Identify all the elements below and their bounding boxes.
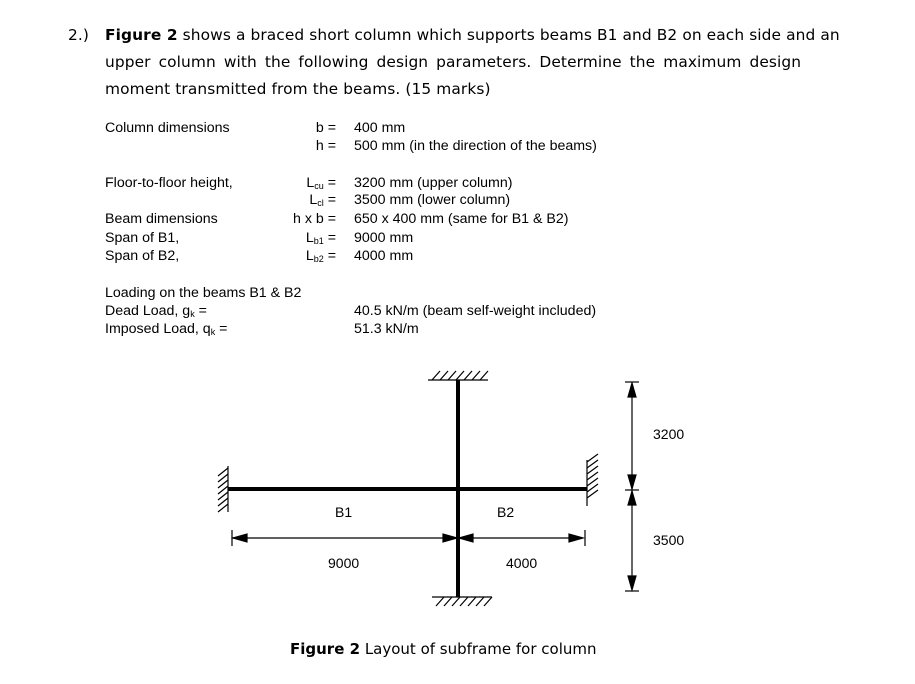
bottom-fixed-support bbox=[432, 597, 492, 606]
lb1-symbol: $L_{b1}$ = bbox=[305, 230, 336, 246]
lb2-symbol: $L_{b2}$ = bbox=[305, 248, 336, 264]
b-value: 400 mm bbox=[354, 120, 406, 136]
horizontal-dimension bbox=[232, 530, 585, 546]
right-fixed-support bbox=[587, 454, 598, 506]
dead-load-value: 40.5 kN/m (beam self-weight included) bbox=[354, 303, 597, 319]
lcu-value: 3200 mm (upper column) bbox=[354, 175, 513, 191]
upper-height-dimension: 3200 bbox=[653, 426, 685, 442]
figure-caption bbox=[290, 640, 597, 658]
lcl-value: 3500 mm (lower column) bbox=[354, 192, 511, 208]
b-symbol: b = bbox=[315, 120, 336, 136]
imposed-load-label: Imposed Load, $q_k$ = bbox=[105, 321, 228, 337]
floor-height-label: Floor-to-floor height, bbox=[105, 175, 233, 191]
left-fixed-support bbox=[218, 466, 228, 512]
question-line-1-text: shows a braced short column which supports beams B1 and B2 on each side and an bbox=[177, 26, 840, 44]
h-symbol: h = bbox=[315, 138, 336, 154]
imposed-load-value: 51.3 kN/m bbox=[354, 321, 419, 337]
loading-heading: Loading on the beams B1 & B2 bbox=[105, 285, 302, 301]
dead-load-label: Dead Load, $g_k$ = bbox=[105, 303, 207, 319]
figure-caption-text: Layout of subframe for column bbox=[360, 640, 597, 658]
figure-caption-label: Figure 2 bbox=[290, 640, 361, 658]
question-line-2: upper column with the following design parameters. Determine the maximum design bbox=[105, 53, 802, 71]
span-b2-label: Span of B2, bbox=[105, 248, 180, 264]
span-b1-label: Span of B1, bbox=[105, 230, 180, 246]
span-b2-value: 4000 mm bbox=[354, 248, 414, 264]
vertical-dimension bbox=[625, 382, 639, 591]
question-line-3: moment transmitted from the beams. (15 marks) bbox=[105, 80, 491, 98]
lower-height-dimension: 3500 bbox=[653, 532, 685, 548]
beam-dimensions-value: 650 x 400 mm (same for B1 & B2) bbox=[354, 211, 569, 227]
span-b1-dimension: 9000 bbox=[328, 555, 360, 571]
beam-b1-label: B1 bbox=[335, 504, 353, 520]
h-value: 500 mm (in the direction of the beams) bbox=[354, 138, 597, 154]
column-dimensions-label: Column dimensions bbox=[105, 120, 230, 136]
lcl-symbol: $L_{cl}$ = bbox=[309, 192, 336, 208]
question-number: 2.) bbox=[68, 26, 89, 44]
beam-dimensions-symbol: h x b = bbox=[293, 211, 336, 227]
figure-reference: Figure 2 bbox=[105, 26, 178, 44]
beam-b2-label: B2 bbox=[497, 504, 515, 520]
lcu-symbol: $L_{cu}$ = bbox=[306, 175, 336, 191]
span-b1-value: 9000 mm bbox=[354, 230, 414, 246]
beam-dimensions-label: Beam dimensions bbox=[105, 211, 218, 227]
top-fixed-support bbox=[428, 371, 488, 380]
span-b2-dimension: 4000 bbox=[506, 555, 538, 571]
